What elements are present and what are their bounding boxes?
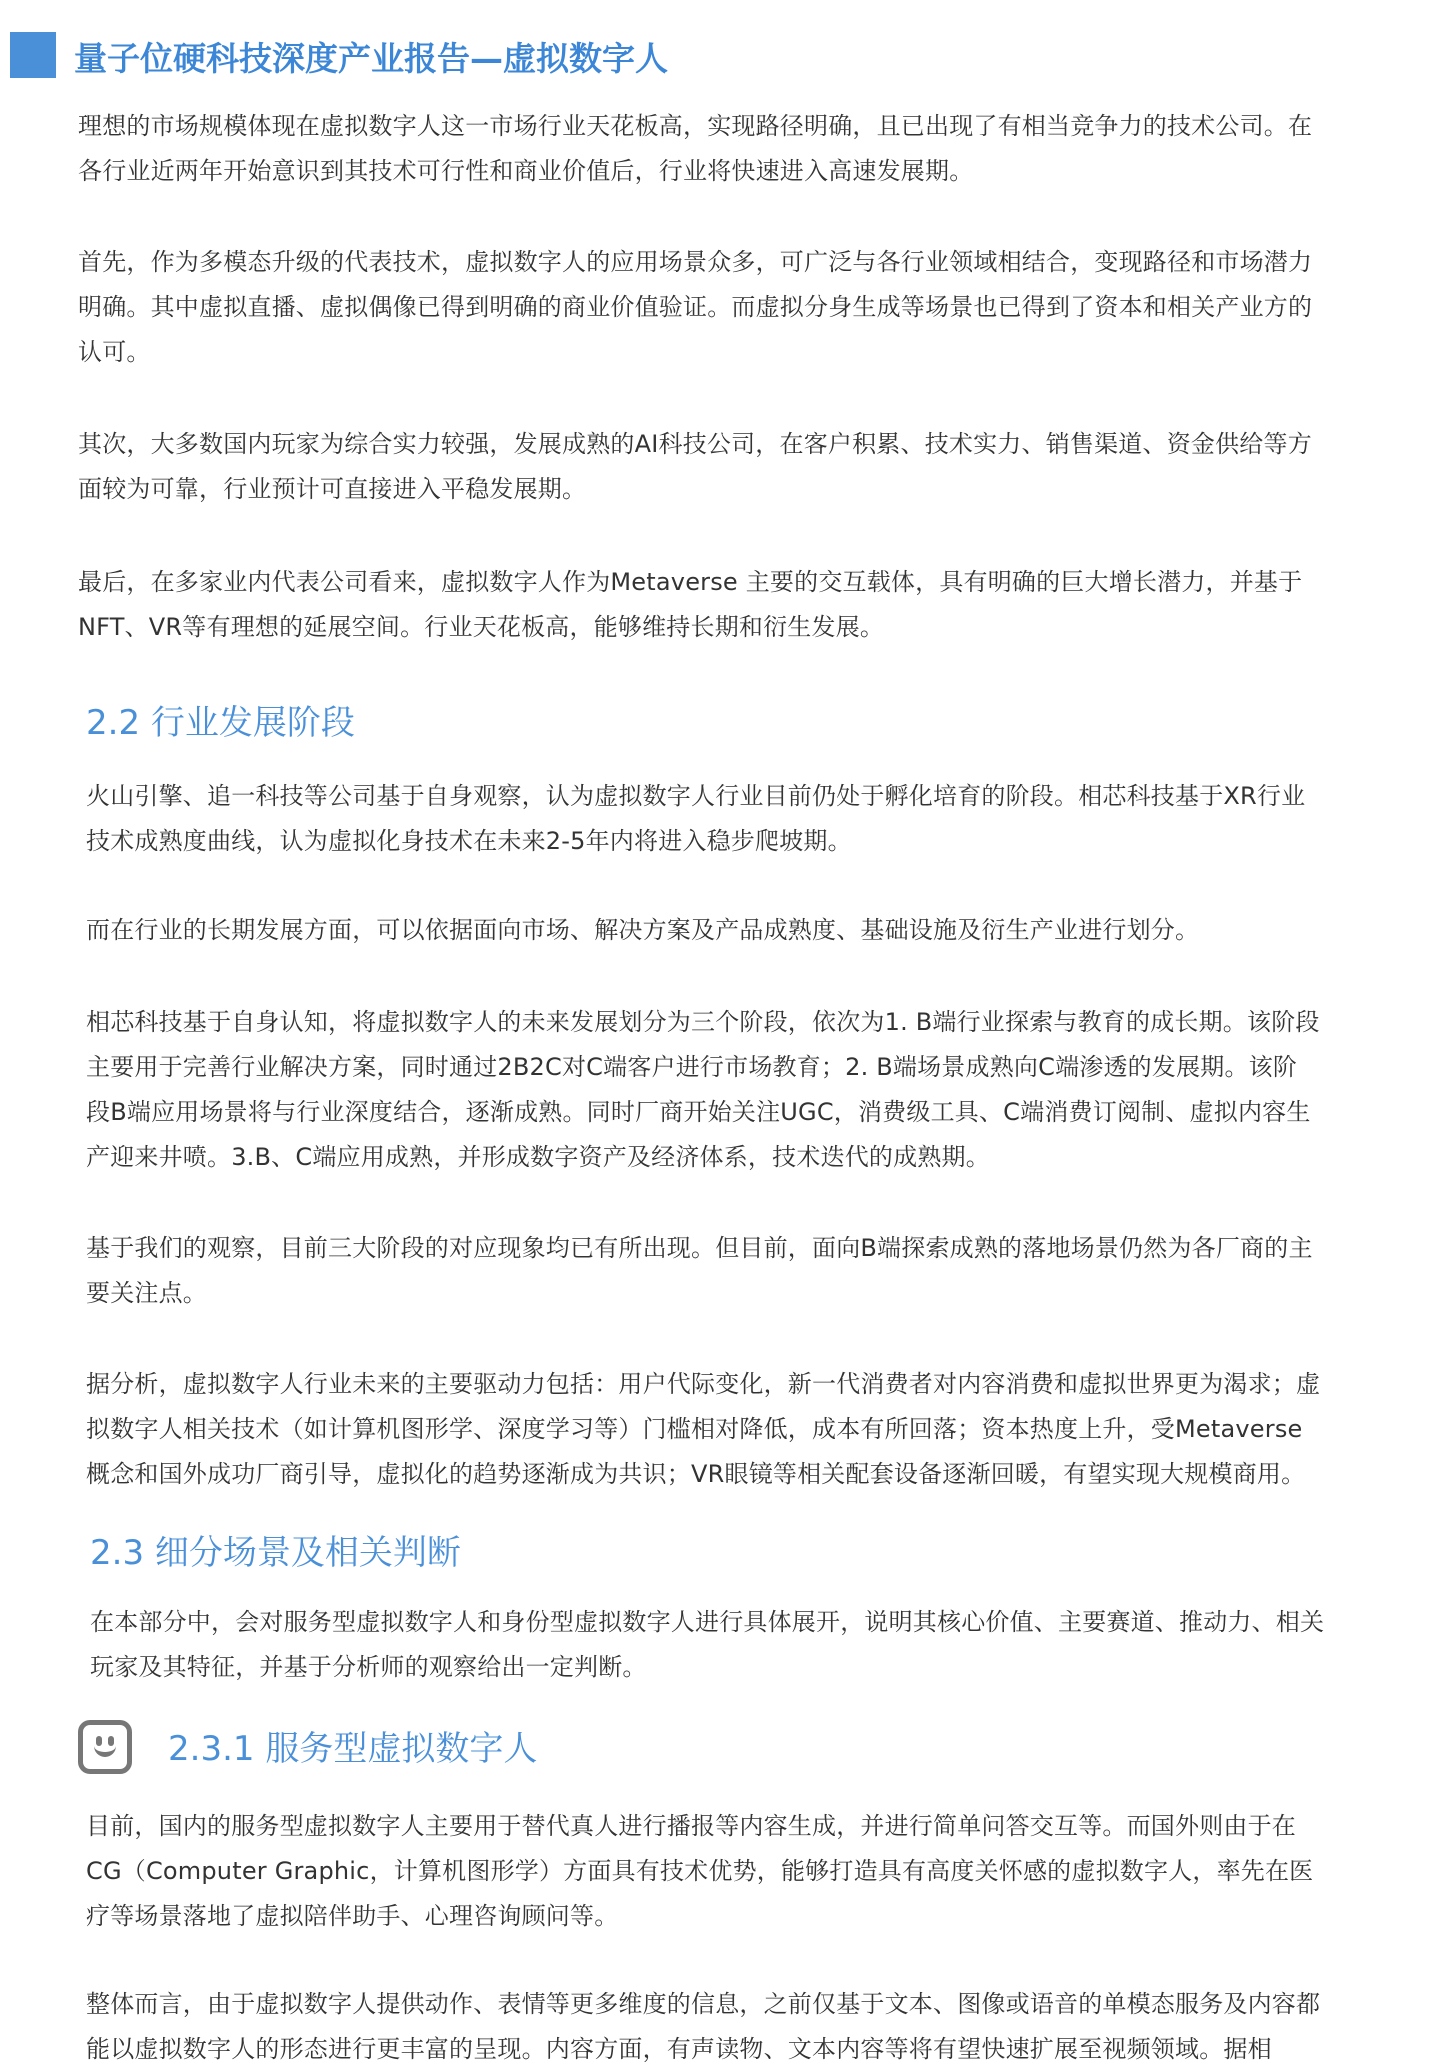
paragraph-line: 最后，在多家业内代表公司看来，虚拟数字人作为Metaverse 主要的交互载体，具有明确的巨大增长潜力，并基于 (78, 568, 1303, 596)
paragraph-line: 能以虚拟数字人的形态进行更丰富的呈现。内容方面，有声读物、文本内容等将有望快速扩展至视频领域。据相 (86, 2035, 1272, 2063)
section-2-2-paragraph-4 (86, 1226, 1386, 1316)
smiley-mouth (94, 1745, 116, 1757)
intro-paragraph-4 (78, 560, 1378, 650)
header-accent-block (10, 32, 56, 78)
section-2-2-paragraph-2 (86, 908, 1386, 953)
intro-paragraph-1 (78, 104, 1378, 194)
paragraph-line: 基于我们的观察，目前三大阶段的对应现象均已有所出现。但目前，面向B端探索成熟的落地场景仍然为各厂商的主 (86, 1234, 1313, 1262)
report-title: 量子位硬科技深度产业报告—虚拟数字人 (74, 39, 668, 78)
section-2-3-1-paragraph-2 (86, 1982, 1386, 2072)
section-2-3-paragraph-1 (90, 1600, 1390, 1690)
paragraph-line: 理想的市场规模体现在虚拟数字人这一市场行业天花板高，实现路径明确，且已出现了有相当竞争力的技术公司。在 (78, 112, 1313, 140)
section-2-2-paragraph-1 (86, 774, 1386, 864)
section-heading-2-3-1: 2.3.1 服务型虚拟数字人 (168, 1729, 538, 1769)
paragraph-line: NFT、VR等有理想的延展空间。行业天花板高，能够维持长期和衍生发展。 (78, 613, 885, 641)
section-heading-2-2: 2.2 行业发展阶段 (86, 703, 355, 743)
section-heading-2-3: 2.3 细分场景及相关判断 (90, 1533, 461, 1573)
smiley-face-icon (78, 1720, 132, 1774)
intro-paragraph-2 (78, 240, 1378, 375)
paragraph-line: 产迎来井喷。3.B、C端应用成熟，并形成数字资产及经济体系，技术迭代的成熟期。 (86, 1143, 990, 1171)
paragraph-line: 在本部分中，会对服务型虚拟数字人和身份型虚拟数字人进行具体展开，说明其核心价值、主要赛道、推动力、相关 (90, 1608, 1325, 1636)
paragraph-line: 据分析，虚拟数字人行业未来的主要驱动力包括：用户代际变化，新一代消费者对内容消费和虚拟世界更为渴求；虚 (86, 1370, 1321, 1398)
paragraph-line: 疗等场景落地了虚拟陪伴助手、心理咨询顾问等。 (86, 1902, 619, 1930)
paragraph-line: 相芯科技基于自身认知，将虚拟数字人的未来发展划分为三个阶段，依次为1. B端行业探索与教育的成长期。该阶段 (86, 1008, 1320, 1036)
paragraph-line: 目前，国内的服务型虚拟数字人主要用于替代真人进行播报等内容生成，并进行简单问答交互等。而国外则由于在 (86, 1812, 1296, 1840)
section-2-2-paragraph-3 (86, 1000, 1386, 1180)
paragraph-line: 拟数字人相关技术（如计算机图形学、深度学习等）门槛相对降低，成本有所回落；资本热度上升，受Metaverse (86, 1415, 1303, 1443)
paragraph-line: 明确。其中虚拟直播、虚拟偶像已得到明确的商业价值验证。而虚拟分身生成等场景也已得到了资本和相关产业方的 (78, 293, 1313, 321)
paragraph-line: 概念和国外成功厂商引导，虚拟化的趋势逐渐成为共识；VR眼镜等相关配套设备逐渐回暖，有望实现大规模商用。 (86, 1460, 1306, 1488)
section-2-3-1-paragraph-1 (86, 1804, 1386, 1939)
paragraph-line: 玩家及其特征，并基于分析师的观察给出一定判断。 (90, 1653, 647, 1681)
paragraph-line: 面较为可靠，行业预计可直接进入平稳发展期。 (78, 475, 587, 503)
paragraph-line: 段B端应用场景将与行业深度结合，逐渐成熟。同时厂商开始关注UGC，消费级工具、C端消费订阅制、虚拟内容生 (86, 1098, 1311, 1126)
paragraph-line: 要关注点。 (86, 1279, 207, 1307)
paragraph-line: 而在行业的长期发展方面，可以依据面向市场、解决方案及产品成熟度、基础设施及衍生产业进行划分。 (86, 916, 1200, 944)
paragraph-line: 整体而言，由于虚拟数字人提供动作、表情等更多维度的信息，之前仅基于文本、图像或语音的单模态服务及内容都 (86, 1990, 1321, 2018)
paragraph-line: 技术成熟度曲线，认为虚拟化身技术在未来2-5年内将进入稳步爬坡期。 (86, 827, 852, 855)
section-2-2-paragraph-5 (86, 1362, 1386, 1497)
paragraph-line: 各行业近两年开始意识到其技术可行性和商业价值后，行业将快速进入高速发展期。 (78, 157, 974, 185)
paragraph-line: 火山引擎、追一科技等公司基于自身观察，认为虚拟数字人行业目前仍处于孵化培育的阶段。相芯科技基于XR行业 (86, 782, 1306, 810)
paragraph-line: 认可。 (78, 338, 151, 366)
paragraph-line: CG（Computer Graphic，计算机图形学）方面具有技术优势，能够打造具有高度关怀感的虚拟数字人，率先在医 (86, 1857, 1314, 1885)
paragraph-line: 首先，作为多模态升级的代表技术，虚拟数字人的应用场景众多，可广泛与各行业领域相结合，变现路径和市场潜力 (78, 248, 1313, 276)
paragraph-line: 主要用于完善行业解决方案，同时通过2B2C对C端客户进行市场教育；2. B端场景成熟向C端渗透的发展期。该阶 (86, 1053, 1298, 1081)
intro-paragraph-3 (78, 422, 1378, 512)
paragraph-line: 其次，大多数国内玩家为综合实力较强，发展成熟的AI科技公司，在客户积累、技术实力、销售渠道、资金供给等方 (78, 430, 1312, 458)
